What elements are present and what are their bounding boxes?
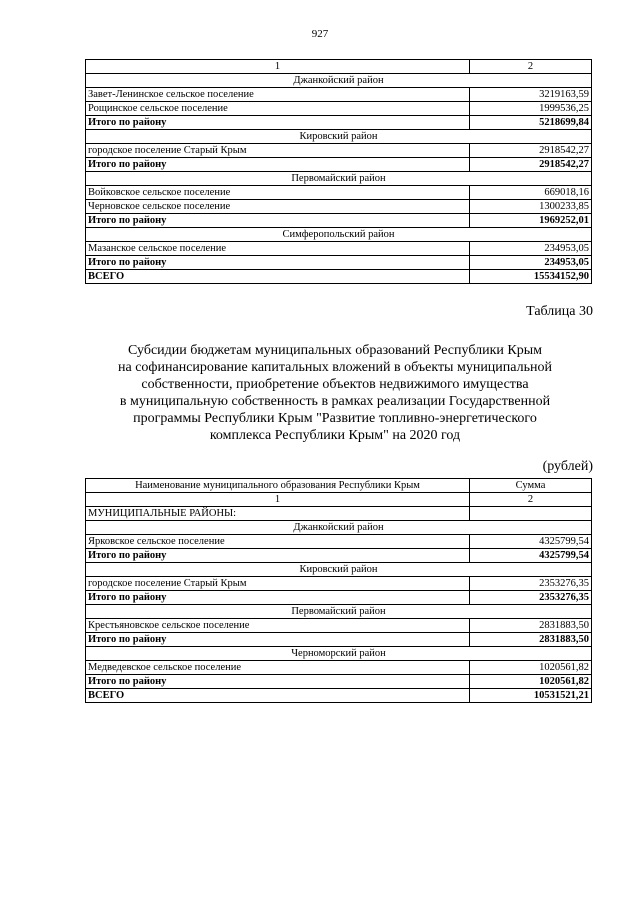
table-title bbox=[60, 342, 610, 444]
settlement-name: Рощинское сельское поселение bbox=[86, 102, 470, 116]
district-row bbox=[86, 172, 592, 186]
column-number-1: 1 bbox=[86, 60, 470, 74]
total-label: Итого по району bbox=[86, 158, 470, 172]
total-amount: 2353276,35 bbox=[470, 591, 592, 605]
total-amount: 2831883,50 bbox=[470, 633, 592, 647]
district-name: Черноморский район bbox=[86, 647, 592, 661]
total-row bbox=[86, 256, 592, 270]
settlement-amount: 4325799,54 bbox=[470, 535, 592, 549]
empty-cell bbox=[470, 507, 592, 521]
district-row bbox=[86, 605, 592, 619]
subsidy-table-continued bbox=[85, 59, 592, 284]
district-name: Симферопольский район bbox=[86, 228, 592, 242]
settlement-row bbox=[86, 619, 592, 633]
district-row bbox=[86, 228, 592, 242]
total-row bbox=[86, 675, 592, 689]
page-number: 927 bbox=[311, 28, 329, 40]
total-label: Итого по району bbox=[86, 214, 470, 228]
settlement-amount: 1300233,85 bbox=[470, 200, 592, 214]
column-header-name: Наименование муниципального образования Республики Крым bbox=[86, 479, 470, 493]
column-number-1: 1 bbox=[86, 493, 470, 507]
total-row bbox=[86, 591, 592, 605]
total-amount: 2918542,27 bbox=[470, 158, 592, 172]
settlement-row bbox=[86, 200, 592, 214]
table-label: Таблица 30 bbox=[526, 304, 593, 319]
total-label: Итого по району bbox=[86, 116, 470, 130]
table-header-row bbox=[86, 479, 592, 493]
district-row bbox=[86, 647, 592, 661]
settlement-name: Завет-Ленинское сельское поселение bbox=[86, 88, 470, 102]
total-label: ВСЕГО bbox=[86, 270, 470, 284]
section-label: МУНИЦИПАЛЬНЫЕ РАЙОНЫ: bbox=[86, 507, 470, 521]
table-header-row bbox=[86, 60, 592, 74]
total-amount: 15534152,90 bbox=[470, 270, 592, 284]
total-amount: 1969252,01 bbox=[470, 214, 592, 228]
table-title-line: программы Республики Крым "Развитие топливно-энергетического bbox=[133, 411, 537, 426]
total-label: Итого по району bbox=[86, 633, 470, 647]
total-label: Итого по району bbox=[86, 549, 470, 563]
table-title-line: Субсидии бюджетам муниципальных образований Республики Крым bbox=[128, 343, 542, 358]
district-row bbox=[86, 74, 592, 88]
district-name: Джанкойский район bbox=[86, 74, 592, 88]
total-label: Итого по району bbox=[86, 591, 470, 605]
settlement-row bbox=[86, 102, 592, 116]
settlement-amount: 2353276,35 bbox=[470, 577, 592, 591]
district-name: Джанкойский район bbox=[86, 521, 592, 535]
settlement-row bbox=[86, 577, 592, 591]
total-row bbox=[86, 270, 592, 284]
table-title-line: собственности, приобретение объектов недвижимого имущества bbox=[141, 377, 529, 392]
settlement-name: Медведевское сельское поселение bbox=[86, 661, 470, 675]
total-label: Итого по району bbox=[86, 675, 470, 689]
settlement-amount: 669018,16 bbox=[470, 186, 592, 200]
total-amount: 1020561,82 bbox=[470, 675, 592, 689]
settlement-name: Ярковское сельское поселение bbox=[86, 535, 470, 549]
settlement-name: городское поселение Старый Крым bbox=[86, 144, 470, 158]
total-amount: 5218699,84 bbox=[470, 116, 592, 130]
settlement-name: Войковское сельское поселение bbox=[86, 186, 470, 200]
district-row bbox=[86, 521, 592, 535]
settlement-amount: 2831883,50 bbox=[470, 619, 592, 633]
total-label: Итого по району bbox=[86, 256, 470, 270]
table-title-line: в муниципальную собственность в рамках реализации Государственной bbox=[119, 394, 551, 409]
total-row bbox=[86, 116, 592, 130]
settlement-amount: 2918542,27 bbox=[470, 144, 592, 158]
settlement-amount: 1999536,25 bbox=[470, 102, 592, 116]
district-name: Кировский район bbox=[86, 563, 592, 577]
settlement-row bbox=[86, 242, 592, 256]
total-amount: 234953,05 bbox=[470, 256, 592, 270]
column-number-2: 2 bbox=[470, 60, 592, 74]
settlement-row bbox=[86, 661, 592, 675]
total-row bbox=[86, 158, 592, 172]
table-column-numbers-row bbox=[86, 493, 592, 507]
settlement-amount: 3219163,59 bbox=[470, 88, 592, 102]
total-amount: 4325799,54 bbox=[470, 549, 592, 563]
district-row bbox=[86, 563, 592, 577]
total-row bbox=[86, 214, 592, 228]
section-row bbox=[86, 507, 592, 521]
district-name: Кировский район bbox=[86, 130, 592, 144]
settlement-amount: 1020561,82 bbox=[470, 661, 592, 675]
table1-body bbox=[86, 60, 592, 284]
total-row bbox=[86, 549, 592, 563]
total-label: ВСЕГО bbox=[86, 689, 470, 703]
column-number-2: 2 bbox=[470, 493, 592, 507]
total-row bbox=[86, 689, 592, 703]
table-title-line: комплекса Республики Крым" на 2020 год bbox=[209, 428, 461, 443]
total-row bbox=[86, 633, 592, 647]
district-name: Первомайский район bbox=[86, 172, 592, 186]
settlement-name: городское поселение Старый Крым bbox=[86, 577, 470, 591]
settlement-name: Крестьяновское сельское поселение bbox=[86, 619, 470, 633]
table-title-line: на софинансирование капитальных вложений в объекты муниципальной bbox=[118, 360, 552, 375]
settlement-row bbox=[86, 186, 592, 200]
settlement-name: Мазанское сельское поселение bbox=[86, 242, 470, 256]
subsidy-table-30 bbox=[85, 478, 592, 703]
table2-body bbox=[86, 479, 592, 703]
total-amount: 10531521,21 bbox=[470, 689, 592, 703]
settlement-row bbox=[86, 88, 592, 102]
units-label: (рублей) bbox=[542, 459, 593, 474]
settlement-name: Черновское сельское поселение bbox=[86, 200, 470, 214]
district-row bbox=[86, 130, 592, 144]
column-header-sum: Сумма bbox=[470, 479, 592, 493]
settlement-row bbox=[86, 535, 592, 549]
district-name: Первомайский район bbox=[86, 605, 592, 619]
settlement-amount: 234953,05 bbox=[470, 242, 592, 256]
settlement-row bbox=[86, 144, 592, 158]
